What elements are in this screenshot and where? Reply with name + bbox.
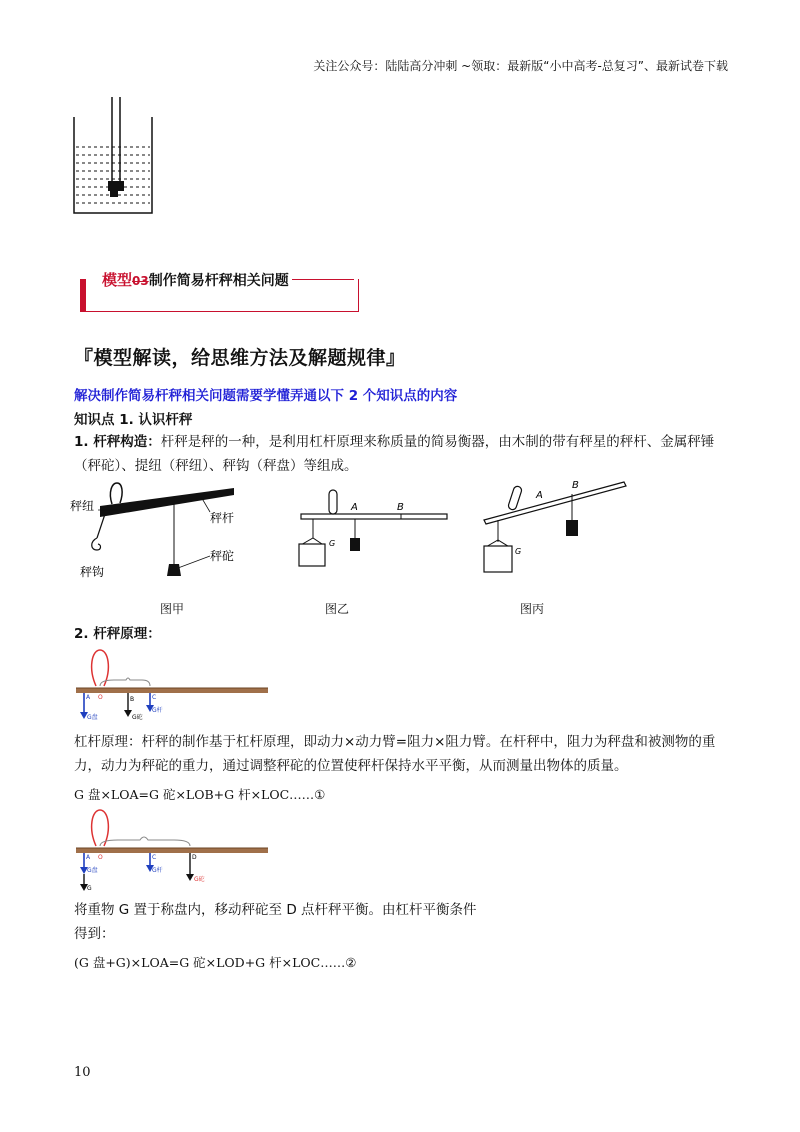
label-niu: 秤纽 xyxy=(70,499,95,513)
svg-text:O: O xyxy=(98,694,103,701)
label-gan: 秤杆 xyxy=(210,511,235,525)
label-bing-g: G xyxy=(515,547,522,556)
svg-text:B: B xyxy=(130,696,135,703)
svg-text:G杆: G杆 xyxy=(152,867,163,874)
label-tuo: 秤砣 xyxy=(210,549,235,563)
svg-text:G盘: G盘 xyxy=(87,714,98,721)
figure-bing xyxy=(478,472,628,582)
principle-paragraph: 杠杆原理：杆秤的制作基于杠杆原理，即动力×动力臂=阻力×阻力臂。在杆秤中，阻力为秤盘和被测物的重力，动力为秤砣的重力，通过调整秤砣的位置使秤杆保持水平平衡，从而测量出物体的质量。 xyxy=(74,734,716,774)
step-line-1: 将重物 G 置于称盘内，移动秤砣至 D 点杆秤平衡。由杠杆平衡条件 xyxy=(74,902,477,918)
svg-text:A: A xyxy=(86,854,91,861)
svg-text:C: C xyxy=(152,694,157,701)
formula-2: (G 盘+G)×LOA=G 砣×LOD+G 杆×LOC……② xyxy=(74,955,357,970)
label-gou: 秤钩 xyxy=(80,565,105,579)
model-title: 模型03制作简易杆秤相关问题 xyxy=(102,271,289,289)
lever-diagram-1 xyxy=(74,648,274,723)
label-bing-b: B xyxy=(572,480,579,491)
structure-paragraph: 1. 杆秤构造：杆秤是秤的一种，是利用杠杆原理来称质量的简易衡器，由木制的带有秤星的秤杆、金属秤锤（秤砣）、提纽（秤纽）、秤钩（秤盘）等组成。 xyxy=(74,434,715,474)
svg-text:G: G xyxy=(87,885,92,892)
knowledge-point-1: 知识点 1. 认识杆秤 xyxy=(74,412,193,428)
figure-jia xyxy=(70,478,250,583)
lever-diagram-2 xyxy=(74,808,274,893)
caption-yi: 图乙 xyxy=(325,602,350,616)
svg-text:O: O xyxy=(98,854,103,861)
page-header: 关注公众号：陆陆高分冲刺 ~领取：最新版“小中高考-总复习”、最新试卷下载 xyxy=(313,59,728,73)
figure-yi xyxy=(295,488,455,573)
label-yi-b: B xyxy=(397,502,404,513)
section-heading: 『模型解读，给思维方法及解题规律』 xyxy=(74,347,406,369)
caption-jia: 图甲 xyxy=(160,602,185,616)
svg-text:G砣: G砣 xyxy=(132,714,143,721)
label-yi-g: G xyxy=(329,539,336,548)
svg-text:G盘: G盘 xyxy=(87,867,98,874)
step-line-2: 得到： xyxy=(74,926,115,942)
model-banner xyxy=(80,267,354,313)
svg-text:G杆: G杆 xyxy=(152,707,163,714)
label-bing-a: A xyxy=(536,490,543,501)
svg-text:G砣: G砣 xyxy=(194,876,205,883)
label-yi-a: A xyxy=(351,502,358,513)
svg-text:C: C xyxy=(152,854,157,861)
beaker-figure xyxy=(70,95,160,220)
principle-label: 2. 杆秤原理： xyxy=(74,626,161,642)
formula-1: G 盘×LOA=G 砣×LOB+G 杆×LOC……① xyxy=(74,787,326,802)
caption-bing: 图丙 xyxy=(520,602,545,616)
page-number: 10 xyxy=(74,1065,91,1080)
intro-line: 解决制作简易杆秤相关问题需要学懂弄通以下 2 个知识点的内容 xyxy=(74,388,458,404)
svg-text:A: A xyxy=(86,694,91,701)
svg-text:D: D xyxy=(192,854,197,861)
